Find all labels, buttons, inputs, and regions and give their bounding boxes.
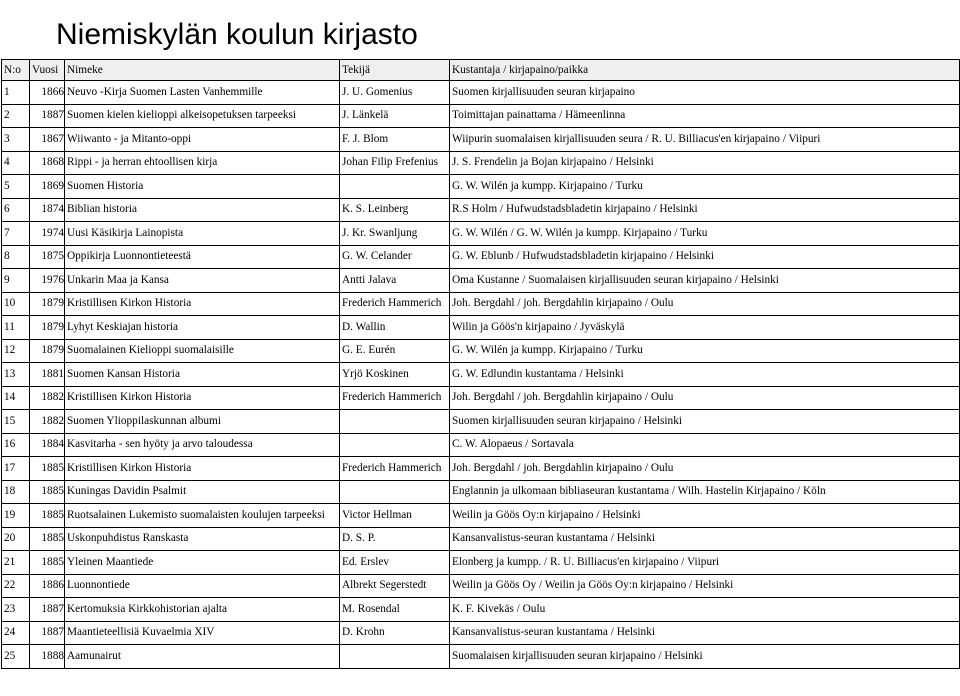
- cell-no: 4: [2, 151, 30, 175]
- cell-year: 1879: [30, 339, 65, 363]
- table-row: [2, 245, 960, 269]
- cell-year: 1867: [30, 128, 65, 152]
- table-row: [2, 269, 960, 293]
- cell-author: D. S. P.: [340, 527, 450, 551]
- cell-title: Ruotsalainen Lukemisto suomalaisten koulujen tarpeeksi: [65, 504, 340, 528]
- cell-title: Suomen kielen kielioppi alkeisopetuksen tarpeeksi: [65, 104, 340, 128]
- table-row: [2, 574, 960, 598]
- cell-author: Ed. Erslev: [340, 551, 450, 575]
- cell-year: 1886: [30, 574, 65, 598]
- table-row: [2, 128, 960, 152]
- cell-title: Biblian historia: [65, 198, 340, 222]
- cell-no: 24: [2, 621, 30, 645]
- cell-author: G. E. Eurén: [340, 339, 450, 363]
- cell-year: 1974: [30, 222, 65, 246]
- cell-author: F. J. Blom: [340, 128, 450, 152]
- cell-year: 1869: [30, 175, 65, 199]
- cell-author: [340, 175, 450, 199]
- cell-publisher: K. F. Kivekäs / Oulu: [450, 598, 960, 622]
- cell-author: [340, 645, 450, 669]
- cell-no: 8: [2, 245, 30, 269]
- cell-no: 6: [2, 198, 30, 222]
- cell-year: 1885: [30, 504, 65, 528]
- cell-title: Kasvitarha - sen hyöty ja arvo taloudessa: [65, 433, 340, 457]
- cell-year: 1881: [30, 363, 65, 387]
- cell-title: Suomen Historia: [65, 175, 340, 199]
- header-no: N:o: [2, 60, 30, 81]
- cell-no: 18: [2, 480, 30, 504]
- cell-year: 1884: [30, 433, 65, 457]
- cell-publisher: Suomen kirjallisuuden seuran kirjapaino / Helsinki: [450, 410, 960, 434]
- table-row: [2, 175, 960, 199]
- table-row: [2, 645, 960, 669]
- cell-author: G. W. Celander: [340, 245, 450, 269]
- cell-no: 21: [2, 551, 30, 575]
- cell-author: D. Wallin: [340, 316, 450, 340]
- cell-year: 1866: [30, 81, 65, 105]
- document-title: Niemiskylän koulun kirjasto: [56, 18, 418, 51]
- cell-no: 23: [2, 598, 30, 622]
- cell-year: 1885: [30, 480, 65, 504]
- cell-title: Kristillisen Kirkon Historia: [65, 292, 340, 316]
- cell-title: Maantieteellisiä Kuvaelmia XIV: [65, 621, 340, 645]
- cell-publisher: J. S. Frendelin ja Bojan kirjapaino / Helsinki: [450, 151, 960, 175]
- cell-title: Neuvo -Kirja Suomen Lasten Vanhemmille: [65, 81, 340, 105]
- cell-author: [340, 433, 450, 457]
- cell-author: [340, 410, 450, 434]
- cell-title: Kertomuksia Kirkkohistorian ajalta: [65, 598, 340, 622]
- table-row: [2, 151, 960, 175]
- cell-author: K. S. Leinberg: [340, 198, 450, 222]
- cell-no: 15: [2, 410, 30, 434]
- table-row: [2, 292, 960, 316]
- cell-no: 13: [2, 363, 30, 387]
- cell-title: Kristillisen Kirkon Historia: [65, 386, 340, 410]
- cell-title: Aamunairut: [65, 645, 340, 669]
- cell-publisher: Wilin ja Göös'n kirjapaino / Jyväskylä: [450, 316, 960, 340]
- cell-title: Suomalainen Kielioppi suomalaisille: [65, 339, 340, 363]
- cell-author: Frederich Hammerich: [340, 457, 450, 481]
- cell-publisher: G. W. Wilén / G. W. Wilén ja kumpp. Kirjapaino / Turku: [450, 222, 960, 246]
- cell-author: Frederich Hammerich: [340, 292, 450, 316]
- table-row: [2, 457, 960, 481]
- cell-no: 10: [2, 292, 30, 316]
- cell-publisher: Suomalaisen kirjallisuuden seuran kirjapaino / Helsinki: [450, 645, 960, 669]
- cell-year: 1887: [30, 621, 65, 645]
- cell-publisher: C. W. Alopaeus / Sortavala: [450, 433, 960, 457]
- cell-no: 20: [2, 527, 30, 551]
- cell-title: Kuningas Davidin Psalmit: [65, 480, 340, 504]
- cell-year: 1879: [30, 292, 65, 316]
- cell-author: Johan Filip Frefenius: [340, 151, 450, 175]
- cell-title: Uskonpuhdistus Ranskasta: [65, 527, 340, 551]
- cell-no: 7: [2, 222, 30, 246]
- cell-publisher: G. W. Edlundin kustantama / Helsinki: [450, 363, 960, 387]
- cell-publisher: G. W. Wilén ja kumpp. Kirjapaino / Turku: [450, 339, 960, 363]
- cell-year: 1885: [30, 457, 65, 481]
- cell-publisher: R.S Holm / Hufwudstadsbladetin kirjapaino / Helsinki: [450, 198, 960, 222]
- cell-no: 2: [2, 104, 30, 128]
- cell-title: Wiiwanto - ja Mitanto-oppi: [65, 128, 340, 152]
- cell-year: 1887: [30, 598, 65, 622]
- cell-title: Uusi Käsikirja Lainopista: [65, 222, 340, 246]
- cell-no: 25: [2, 645, 30, 669]
- cell-no: 3: [2, 128, 30, 152]
- cell-publisher: Kansanvalistus-seuran kustantama / Helsinki: [450, 527, 960, 551]
- cell-title: Yleinen Maantiede: [65, 551, 340, 575]
- cell-no: 11: [2, 316, 30, 340]
- cell-year: 1888: [30, 645, 65, 669]
- cell-no: 12: [2, 339, 30, 363]
- table-row: [2, 410, 960, 434]
- cell-author: Antti Jalava: [340, 269, 450, 293]
- table-row: [2, 504, 960, 528]
- table-row: [2, 339, 960, 363]
- cell-author: Albrekt Segerstedt: [340, 574, 450, 598]
- cell-year: 1976: [30, 269, 65, 293]
- cell-publisher: Elonberg ja kumpp. / R. U. Billiacus'en kirjapaino / Viipuri: [450, 551, 960, 575]
- cell-publisher: Suomen kirjallisuuden seuran kirjapaino: [450, 81, 960, 105]
- cell-title: Luonnontiede: [65, 574, 340, 598]
- cell-publisher: Weilin ja Göös Oy:n kirjapaino / Helsinki: [450, 504, 960, 528]
- table-row: [2, 222, 960, 246]
- cell-title: Unkarin Maa ja Kansa: [65, 269, 340, 293]
- cell-author: J. U. Gomenius: [340, 81, 450, 105]
- cell-publisher: Toimittajan painattama / Hämeenlinna: [450, 104, 960, 128]
- cell-no: 5: [2, 175, 30, 199]
- cell-publisher: G. W. Eblunb / Hufwudstadsbladetin kirjapaino / Helsinki: [450, 245, 960, 269]
- header-author: Tekijä: [340, 60, 450, 81]
- cell-author: [340, 480, 450, 504]
- cell-publisher: Joh. Bergdahl / joh. Bergdahlin kirjapaino / Oulu: [450, 386, 960, 410]
- cell-author: Victor Hellman: [340, 504, 450, 528]
- header-publisher: Kustantaja / kirjapaino/paikka: [450, 60, 960, 81]
- cell-publisher: Oma Kustanne / Suomalaisen kirjallisuuden seuran kirjapaino / Helsinki: [450, 269, 960, 293]
- cell-publisher: Wiipurin suomalaisen kirjallisuuden seura / R. U. Billiacus'en kirjapaino / Viipuri: [450, 128, 960, 152]
- cell-publisher: Weilin ja Göös Oy / Weilin ja Göös Oy:n kirjapaino / Helsinki: [450, 574, 960, 598]
- table-row: [2, 598, 960, 622]
- cell-author: Yrjö Koskinen: [340, 363, 450, 387]
- table-row: [2, 81, 960, 105]
- cell-year: 1885: [30, 551, 65, 575]
- cell-author: D. Krohn: [340, 621, 450, 645]
- cell-publisher: Englannin ja ulkomaan bibliaseuran kustantama / Wilh. Hastelin Kirjapaino / Köln: [450, 480, 960, 504]
- cell-author: Frederich Hammerich: [340, 386, 450, 410]
- cell-title: Rippi - ja herran ehtoollisen kirja: [65, 151, 340, 175]
- table-row: [2, 480, 960, 504]
- cell-year: 1882: [30, 386, 65, 410]
- cell-title: Lyhyt Keskiajan historia: [65, 316, 340, 340]
- cell-no: 14: [2, 386, 30, 410]
- cell-publisher: G. W. Wilén ja kumpp. Kirjapaino / Turku: [450, 175, 960, 199]
- cell-publisher: Kansanvalistus-seuran kustantama / Helsinki: [450, 621, 960, 645]
- table-row: [2, 551, 960, 575]
- cell-year: 1868: [30, 151, 65, 175]
- cell-year: 1882: [30, 410, 65, 434]
- header-year: Vuosi: [30, 60, 65, 81]
- cell-author: J. Länkelä: [340, 104, 450, 128]
- cell-publisher: Joh. Bergdahl / joh. Bergdahlin kirjapaino / Oulu: [450, 292, 960, 316]
- cell-publisher: Joh. Bergdahl / joh. Bergdahlin kirjapaino / Oulu: [450, 457, 960, 481]
- cell-year: 1885: [30, 527, 65, 551]
- table-row: [2, 527, 960, 551]
- cell-title: Suomen Kansan Historia: [65, 363, 340, 387]
- cell-year: 1874: [30, 198, 65, 222]
- cell-no: 16: [2, 433, 30, 457]
- table-row: [2, 433, 960, 457]
- library-table: [1, 59, 960, 669]
- cell-no: 17: [2, 457, 30, 481]
- cell-title: Suomen Ylioppilaskunnan albumi: [65, 410, 340, 434]
- table-row: [2, 621, 960, 645]
- table-row: [2, 386, 960, 410]
- table-row: [2, 363, 960, 387]
- cell-no: 19: [2, 504, 30, 528]
- cell-title: Kristillisen Kirkon Historia: [65, 457, 340, 481]
- cell-year: 1875: [30, 245, 65, 269]
- cell-author: J. Kr. Swanljung: [340, 222, 450, 246]
- cell-no: 9: [2, 269, 30, 293]
- table-row: [2, 198, 960, 222]
- cell-title: Oppikirja Luonnontieteestä: [65, 245, 340, 269]
- header-name: Nimeke: [65, 60, 340, 81]
- table-row: [2, 316, 960, 340]
- table-row: [2, 104, 960, 128]
- cell-year: 1887: [30, 104, 65, 128]
- cell-author: M. Rosendal: [340, 598, 450, 622]
- cell-no: 22: [2, 574, 30, 598]
- cell-no: 1: [2, 81, 30, 105]
- cell-year: 1879: [30, 316, 65, 340]
- header-row: [2, 60, 960, 81]
